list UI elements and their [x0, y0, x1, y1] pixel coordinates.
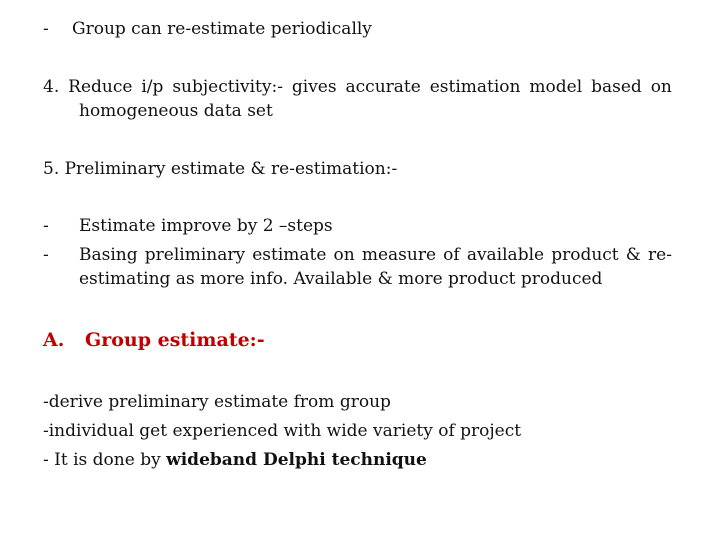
point5-bullet2-dash: - [43, 245, 49, 265]
group-line-3 [43, 449, 427, 471]
point4-word: based [591, 77, 642, 97]
bullet2-word: Basing [79, 245, 138, 265]
bullet2-word: preliminary [144, 245, 246, 265]
point4-line2: homogeneous data set [79, 101, 273, 121]
point5-bullet1-text: Estimate improve by 2 –steps [79, 216, 333, 236]
point5-bullet1-dash: - [43, 216, 49, 236]
point4-word: accurate [345, 77, 421, 97]
bullet2-word: of [443, 245, 460, 265]
section-a-title: Group estimate:- [85, 329, 265, 351]
top-bullet-dash: - [43, 19, 49, 39]
bullet2-word: available [466, 245, 545, 265]
point4-line1 [43, 76, 672, 98]
delphi-technique-emphasis: wideband Delphi technique [166, 450, 427, 470]
point4-word: Reduce [68, 77, 133, 97]
bullet2-word: measure [361, 245, 437, 265]
point5-bullet2-line1 [79, 244, 672, 266]
top-bullet-text: Group can re-estimate periodically [72, 19, 372, 39]
point4-word: 4. [43, 77, 60, 97]
bullet2-word: re- [648, 245, 672, 265]
group-line-3-prefix: - It is done by [43, 450, 167, 470]
point5-bullet2-line2: estimating as more info. Available & more product produced [79, 269, 603, 289]
point4-word: subjectivity:- [172, 77, 283, 97]
bullet2-word: product [551, 245, 619, 265]
point5-title: 5. Preliminary estimate & re-estimation:- [43, 159, 398, 179]
bullet2-word: on [333, 245, 355, 265]
bullet2-word: & [625, 245, 641, 265]
point4-word: model [529, 77, 583, 97]
point4-word: on [650, 77, 672, 97]
group-line-1: -derive preliminary estimate from group [43, 392, 391, 412]
point4-word: i/p [141, 77, 164, 97]
group-line-2: -individual get experienced with wide variety of project [43, 421, 522, 441]
bullet2-word: estimate [252, 245, 327, 265]
point4-word: estimation [429, 77, 521, 97]
point4-word: gives [291, 77, 337, 97]
section-a-marker: A. [43, 329, 65, 351]
